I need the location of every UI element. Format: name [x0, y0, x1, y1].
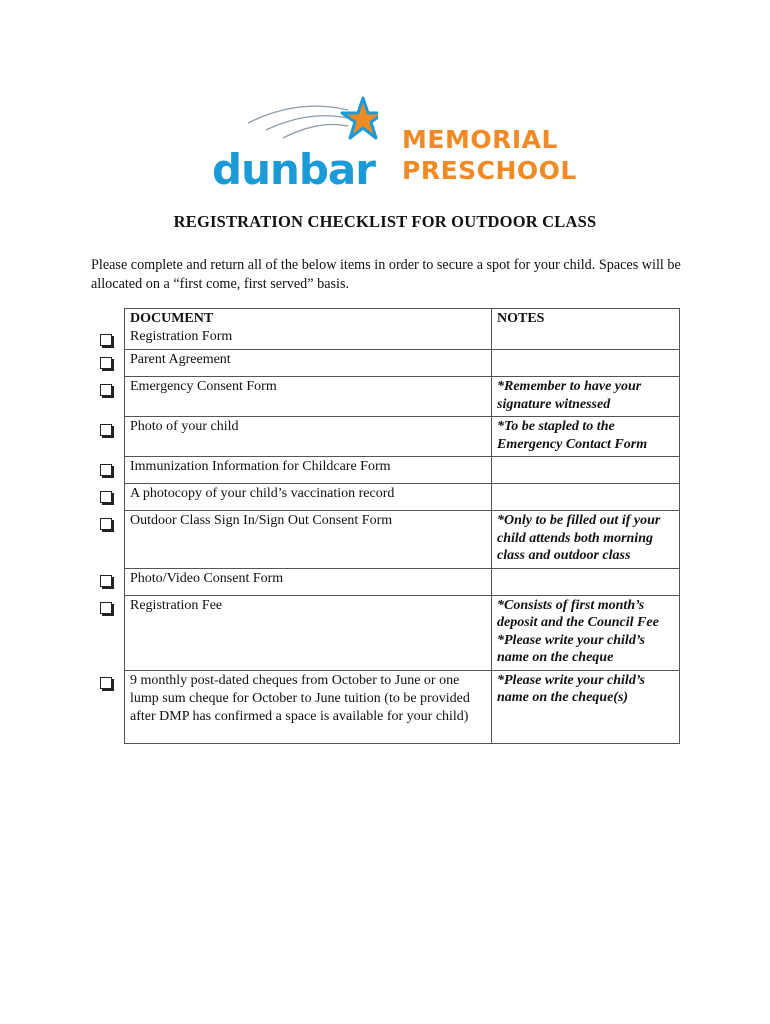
note-text: *Consists of first month’s deposit and the Council Fee *Please write your child’s name on the cheque: [497, 597, 659, 665]
document-cell: [125, 511, 492, 569]
notes-cell: [492, 484, 680, 511]
document-cell: [125, 457, 492, 484]
checkbox-cell: [91, 670, 125, 743]
checklist-row: [91, 595, 680, 670]
document-cell: [125, 484, 492, 511]
checkbox-cell: [91, 484, 125, 511]
document-cell: [125, 309, 492, 350]
document-cell: [125, 670, 492, 743]
document-cell: [125, 417, 492, 457]
document-label: Parent Agreement: [130, 352, 231, 367]
checklist-row: [91, 377, 680, 417]
logo-line-preschool: PRESCHOOL: [402, 156, 577, 185]
checkbox[interactable]: [100, 491, 112, 503]
notes-cell: [492, 568, 680, 595]
notes-cell: [492, 457, 680, 484]
dunbar-star-logo-mark: [208, 88, 378, 198]
checklist-row: [91, 670, 680, 743]
checklist-row: [91, 484, 680, 511]
checkbox[interactable]: [100, 602, 112, 614]
checkbox[interactable]: [100, 677, 112, 689]
checkbox-cell: [91, 595, 125, 670]
document-cell: [125, 595, 492, 670]
page-title: REGISTRATION CHECKLIST FOR OUTDOOR CLASS: [173, 212, 597, 231]
notes-cell: [492, 417, 680, 457]
checkbox-cell: [91, 309, 125, 350]
checkbox-cell: [91, 350, 125, 377]
document-label: Immunization Information for Childcare Form: [130, 459, 391, 474]
notes-cell: [492, 309, 680, 350]
document-cell: [125, 350, 492, 377]
note-text: *Only to be filled out if your child attends both morning class and outdoor class: [497, 513, 661, 563]
note-text: *To be stapled to the Emergency Contact Form: [497, 419, 648, 452]
checklist-row: [91, 417, 680, 457]
document-label: Registration Form: [130, 329, 233, 344]
checkbox[interactable]: [100, 464, 112, 476]
checkbox-cell: [91, 568, 125, 595]
document-column-header: DOCUMENT: [130, 311, 214, 326]
document-cell: [125, 377, 492, 417]
checkbox-cell: [91, 457, 125, 484]
document-label: Photo/Video Consent Form: [130, 570, 284, 586]
checkbox-cell: [91, 377, 125, 417]
checkbox[interactable]: [100, 357, 112, 369]
checkbox-cell: [91, 511, 125, 569]
checkbox[interactable]: [100, 575, 112, 587]
document-label: Emergency Consent Form: [130, 379, 277, 394]
registration-checklist-table: [91, 308, 680, 744]
checklist-row: [91, 511, 680, 569]
notes-cell: [492, 595, 680, 670]
document-label: Registration Fee: [130, 597, 223, 613]
checkbox-cell: [91, 417, 125, 457]
checkbox[interactable]: [100, 518, 112, 530]
document-label: Outdoor Class Sign In/Sign Out Consent Form: [130, 513, 393, 528]
checkbox[interactable]: [100, 424, 112, 436]
document-label: 9 monthly post-dated cheques from October to June or one lump sum cheque for October to June tuition (to be provided after DMP has confirmed a space is available for your child): [130, 672, 470, 724]
intro-paragraph: Please complete and return all of the below items in order to secure a spot for your child. Spaces will be allocated on a “first come, first served” basis.: [91, 257, 681, 292]
notes-cell: [492, 511, 680, 569]
notes-cell: [492, 670, 680, 743]
checklist-row: [91, 457, 680, 484]
checklist-row: [91, 309, 680, 350]
document-label: Photo of your child: [130, 419, 239, 434]
checklist-row: [91, 568, 680, 595]
note-text: *Remember to have your signature witnessed: [497, 379, 642, 412]
notes-column-header: NOTES: [497, 311, 545, 326]
note-text: *Please write your child’s name on the cheque(s): [497, 672, 645, 705]
checklist-row: [91, 350, 680, 377]
logo-name: [402, 124, 577, 186]
checkbox[interactable]: [100, 334, 112, 346]
preschool-logo: [208, 88, 577, 198]
logo-wordmark: dunbar: [212, 145, 375, 194]
notes-cell: [492, 377, 680, 417]
notes-cell: [492, 350, 680, 377]
checkbox[interactable]: [100, 384, 112, 396]
document-cell: [125, 568, 492, 595]
logo-line-memorial: MEMORIAL: [402, 125, 558, 154]
document-label: A photocopy of your child’s vaccination record: [130, 486, 395, 501]
